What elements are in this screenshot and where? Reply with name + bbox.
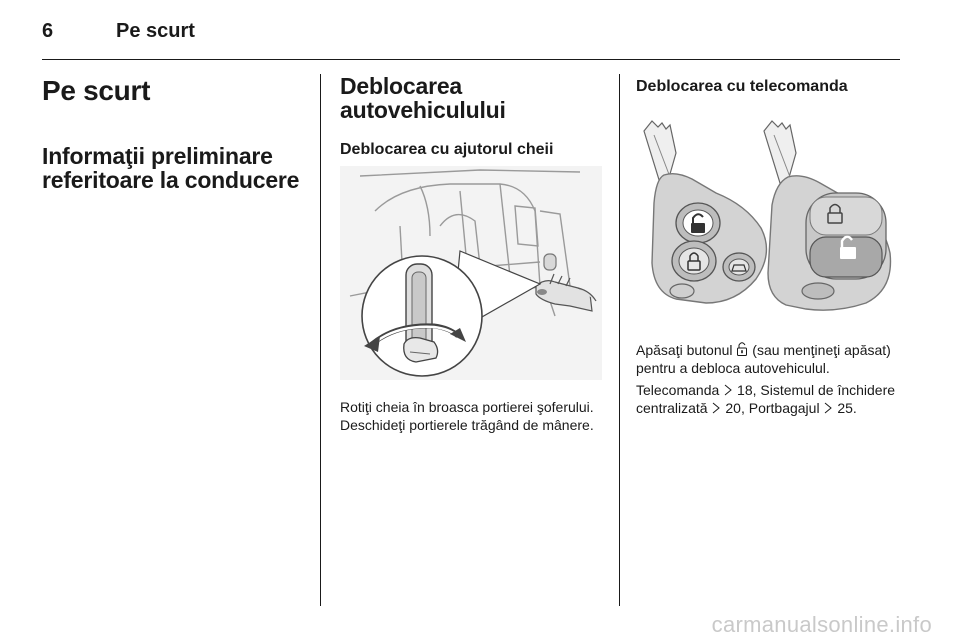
- chapter-title: Pe scurt: [42, 75, 151, 106]
- subheading-key-unlock: Deblocarea cu ajutorul cheii: [340, 141, 554, 158]
- unlock-icon: [736, 341, 748, 357]
- remote-unlock-text-end: (sau menţineţi apăsat) pentru a debloca autovehiculul.: [636, 342, 891, 376]
- cross-ref-remote: Telecomanda: [636, 382, 724, 398]
- key-unlock-text: Rotiţi cheia în broasca portierei şoferului. Deschideţi portierele trăgând de mânere.: [340, 399, 594, 433]
- remote-unlock-text-start: Apăsaţi butonul: [636, 342, 737, 358]
- cross-ref-end: 25.: [833, 400, 857, 416]
- arrow-reference-icon: [712, 402, 720, 414]
- cross-ref-central-locking: 18, Sistemul de închidere centralizată: [636, 382, 896, 416]
- column-divider-2: [619, 74, 620, 606]
- remote-key-fobs-illustration: [636, 113, 900, 327]
- door-lock-key-illustration: [340, 166, 602, 380]
- subheading-remote-unlock: Deblocarea cu telecomanda: [636, 78, 848, 95]
- column-1: [42, 74, 312, 192]
- column-divider-1: [320, 74, 321, 606]
- column-3: [636, 74, 900, 421]
- cross-ref-trunk: 20, Portbagajul: [721, 400, 824, 416]
- running-head: Pe scurt: [116, 20, 195, 42]
- watermark: carmanualsonline.info: [711, 612, 932, 637]
- column-2: [340, 74, 605, 438]
- arrow-reference-icon: [824, 402, 832, 414]
- section-title-info: Informaţii preliminare referitoare la conducere: [42, 143, 300, 193]
- header-rule: [42, 59, 900, 60]
- section-title-unlock: Deblocarea autovehiculului: [340, 73, 506, 123]
- remote-unlock-text: [636, 341, 900, 377]
- arrow-reference-icon: [724, 384, 732, 396]
- cross-reference-text: [636, 381, 900, 417]
- page-number: 6: [42, 20, 54, 42]
